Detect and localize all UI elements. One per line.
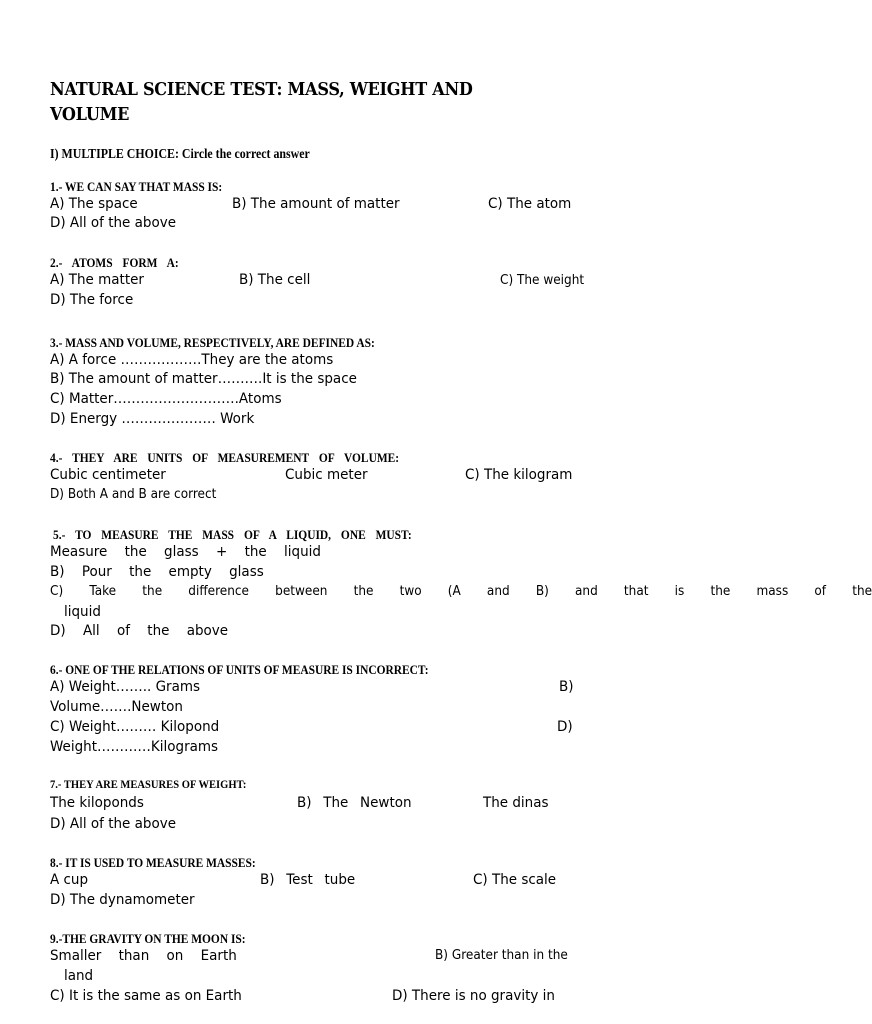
test-title-line-1: NATURAL SCIENCE TEST: MASS, WEIGHT AND: [50, 80, 473, 100]
question-7-option-b[interactable]: B) The Newton: [297, 795, 412, 811]
question-7-prompt: 7.- THEY ARE MEASURES OF WEIGHT:: [50, 777, 247, 791]
question-3-option-a[interactable]: A) A force ………………They are the atoms: [50, 352, 334, 368]
question-2-option-d[interactable]: D) The force: [50, 292, 134, 308]
question-1-option-c[interactable]: C) The atom: [488, 196, 572, 212]
question-2-option-a[interactable]: A) The matter: [50, 272, 144, 288]
question-7-option-d[interactable]: D) All of the above: [50, 816, 177, 832]
question-2-prompt: 2.- ATOMS FORM A:: [50, 255, 179, 270]
question-1-option-a[interactable]: A) The space: [50, 196, 138, 212]
question-6-option-a[interactable]: A) Weight…….. Grams: [50, 679, 201, 695]
question-2-option-b[interactable]: B) The cell: [239, 272, 311, 288]
question-3-option-c[interactable]: C) Matter……………………….Atoms: [50, 391, 282, 407]
question-8-option-c[interactable]: C) The scale: [473, 872, 557, 888]
question-4-option-c[interactable]: C) The kilogram: [465, 467, 573, 483]
question-4-prompt: 4.- THEY ARE UNITS OF MEASUREMENT OF VOLUME:: [50, 450, 400, 465]
question-5-option-c[interactable]: C) Take the difference between the two (A and B) and that is the mass of the: [50, 584, 872, 599]
test-title-line-2: VOLUME: [50, 105, 130, 125]
question-1-option-b[interactable]: B) The amount of matter: [232, 196, 400, 212]
question-6-option-d-label[interactable]: D): [557, 719, 573, 735]
question-5-prompt: 5.- TO MEASURE THE MASS OF A LIQUID, ONE MUST:: [53, 527, 412, 542]
question-9-prompt: 9.-THE GRAVITY ON THE MOON IS:: [50, 931, 246, 946]
question-3-option-d[interactable]: D) Energy ………………… Work: [50, 411, 255, 427]
question-5-option-d[interactable]: D) All of the above: [50, 623, 229, 639]
question-4-option-a[interactable]: Cubic centimeter: [50, 467, 166, 483]
question-9-option-b[interactable]: B) Greater than in the: [435, 948, 568, 963]
section-heading: I) MULTIPLE CHOICE: Circle the correct answer: [50, 146, 310, 161]
question-3-option-b[interactable]: B) The amount of matter……….It is the space: [50, 371, 357, 387]
question-6-option-b[interactable]: Volume…….Newton: [50, 699, 183, 715]
question-8-option-a[interactable]: A cup: [50, 872, 89, 888]
question-1-prompt: 1.- WE CAN SAY THAT MASS IS:: [50, 179, 223, 194]
question-4-option-d[interactable]: D) Both A and B are correct: [50, 487, 217, 502]
question-7-option-c[interactable]: The dinas: [483, 795, 549, 811]
question-9-option-a[interactable]: Smaller than on Earth: [50, 948, 237, 964]
question-3-prompt: 3.- MASS AND VOLUME, RESPECTIVELY, ARE DEFINED AS:: [50, 335, 375, 350]
question-2-option-c[interactable]: C) The weight: [500, 273, 585, 288]
question-6-option-d[interactable]: Weight…………Kilograms: [50, 739, 219, 755]
question-8-prompt: 8.- IT IS USED TO MEASURE MASSES:: [50, 855, 256, 870]
question-4-option-b[interactable]: Cubic meter: [285, 467, 368, 483]
question-8-option-d[interactable]: D) The dynamometer: [50, 892, 195, 908]
question-5-option-b[interactable]: B) Pour the empty glass: [50, 564, 264, 580]
question-9-option-c[interactable]: C) It is the same as on Earth: [50, 988, 242, 1004]
question-9-option-d[interactable]: D) There is no gravity in: [392, 988, 555, 1004]
question-5-option-a[interactable]: Measure the glass + the liquid: [50, 544, 321, 560]
question-9-option-a-continued[interactable]: land: [64, 968, 94, 984]
question-6-option-c[interactable]: C) Weight……… Kilopond: [50, 719, 220, 735]
question-8-option-b[interactable]: B) Test tube: [260, 872, 356, 888]
question-7-option-a[interactable]: The kiloponds: [50, 795, 144, 811]
question-5-option-c-continued[interactable]: liquid: [64, 604, 101, 620]
question-6-option-b-label[interactable]: B): [559, 679, 574, 695]
question-6-prompt: 6.- ONE OF THE RELATIONS OF UNITS OF MEASURE IS INCORRECT:: [50, 662, 429, 677]
question-1-option-d[interactable]: D) All of the above: [50, 215, 177, 231]
